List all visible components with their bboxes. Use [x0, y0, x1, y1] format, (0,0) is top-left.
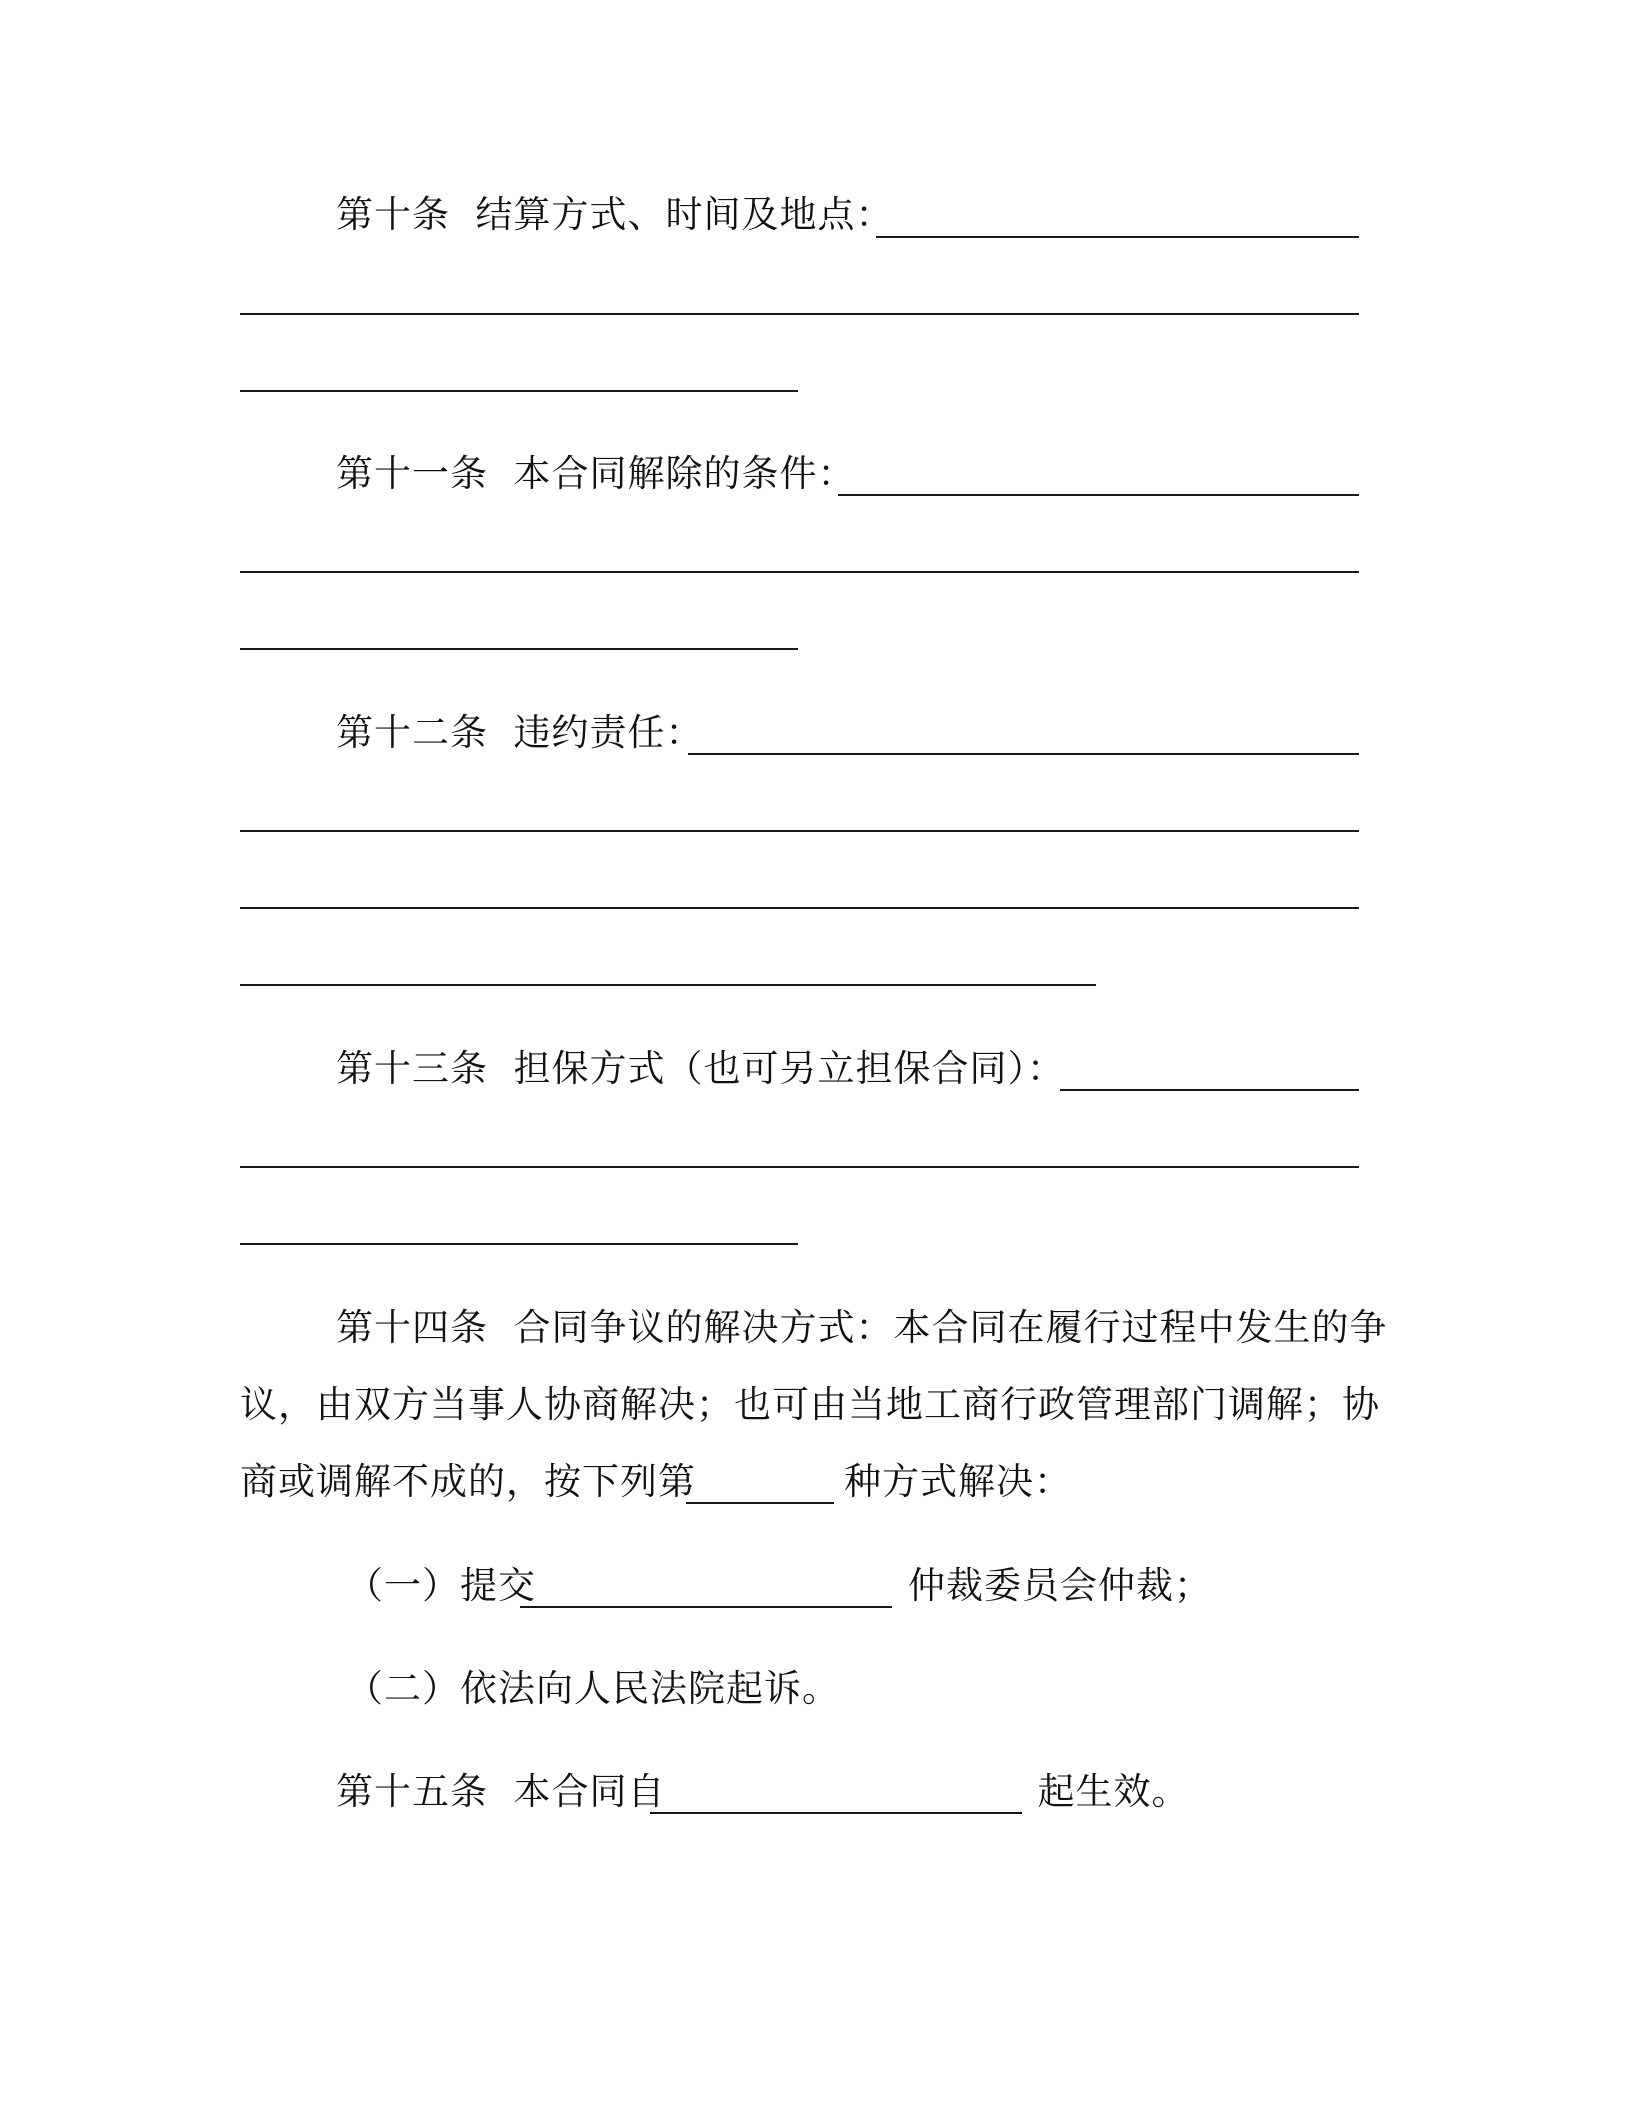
article-14-option-1	[346, 1563, 1212, 1609]
article-10-blank-2[interactable]	[240, 313, 1359, 315]
article-15-heading: 第十五条	[336, 1770, 488, 1813]
article-15-text-a: 本合同自	[513, 1770, 666, 1813]
article-12-blank-3[interactable]	[240, 907, 1359, 909]
article-14-text-3b: 种方式解决：	[844, 1460, 1072, 1503]
article-12-blank-2[interactable]	[240, 830, 1359, 832]
article-15-line	[336, 1769, 1190, 1815]
article-10-line	[336, 192, 894, 238]
article-11-line	[336, 451, 856, 497]
article-13-heading: 第十三条	[336, 1047, 488, 1090]
article-11-blank-1[interactable]	[838, 494, 1359, 496]
article-14-heading: 第十四条	[336, 1306, 488, 1349]
arbitration-committee-blank[interactable]	[520, 1606, 892, 1608]
article-12-blank-4[interactable]	[240, 984, 1096, 986]
article-12-line	[336, 710, 704, 756]
article-14-option-1-a: （一）提交	[346, 1564, 536, 1607]
article-14-option-2-text: （二）依法向人民法院起诉。	[346, 1667, 840, 1710]
article-13-blank-2[interactable]	[240, 1166, 1359, 1168]
article-14-option-2	[346, 1666, 840, 1712]
article-14-line-1	[336, 1305, 1388, 1351]
article-15-text-b: 起生效。	[1037, 1770, 1190, 1813]
article-10-blank-1[interactable]	[876, 236, 1359, 238]
article-12-text: 违约责任：	[513, 711, 704, 754]
article-14-line-3	[240, 1459, 1072, 1505]
article-14-text-3a: 商或调解不成的，按下列第	[240, 1460, 696, 1503]
article-10-heading: 第十条	[336, 193, 450, 236]
article-12-heading: 第十二条	[336, 711, 488, 754]
article-13-line	[336, 1046, 1065, 1092]
article-14-text-1: 合同争议的解决方式：本合同在履行过程中发生的争	[513, 1306, 1388, 1349]
article-11-heading: 第十一条	[336, 452, 488, 495]
article-11-text: 本合同解除的条件：	[513, 452, 856, 495]
article-13-text: 担保方式（也可另立担保合同）：	[513, 1047, 1066, 1090]
effective-date-blank[interactable]	[650, 1812, 1022, 1814]
article-14-option-1-b: 仲裁委员会仲裁；	[908, 1564, 1212, 1607]
article-11-blank-3[interactable]	[240, 648, 798, 650]
article-11-blank-2[interactable]	[240, 571, 1359, 573]
article-14-text-2: 议，由双方当事人协商解决；也可由当地工商行政管理部门调解；协	[240, 1383, 1380, 1426]
article-10-blank-3[interactable]	[240, 390, 798, 392]
article-14-method-blank[interactable]	[686, 1502, 834, 1504]
article-13-blank-3[interactable]	[240, 1243, 798, 1245]
article-10-text: 结算方式、时间及地点：	[475, 193, 894, 236]
article-13-blank-1[interactable]	[1060, 1089, 1359, 1091]
article-12-blank-1[interactable]	[688, 753, 1359, 755]
article-14-line-2	[240, 1382, 1380, 1428]
